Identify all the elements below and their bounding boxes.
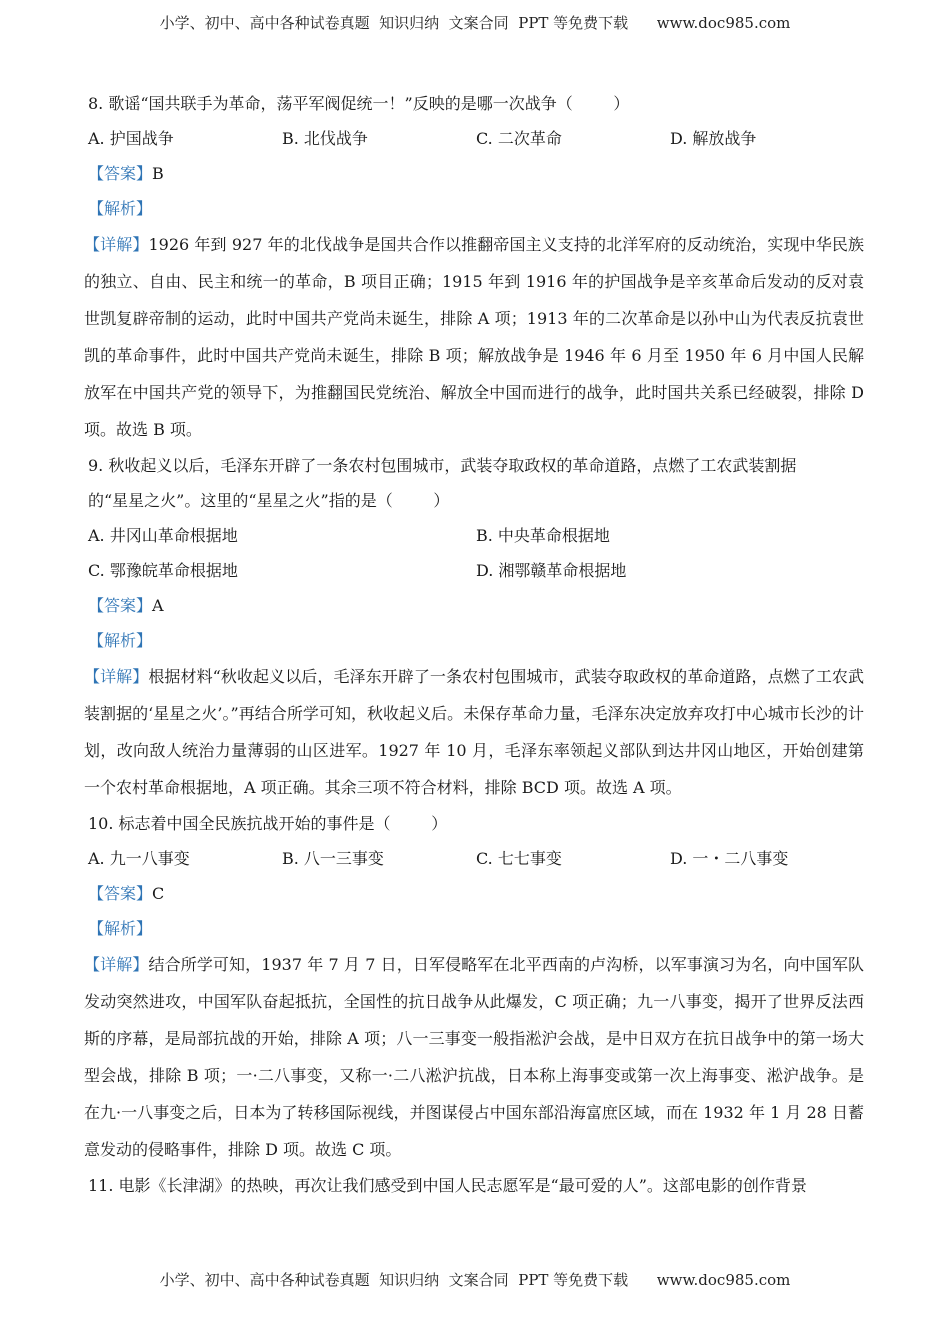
question-10-answer [88,876,864,911]
page-header: 小学、初中、高中各种试卷真题 知识归纳 文案合同 PPT 等免费下载 www.doc985.com [159,14,791,32]
question-10-option-c: C. 七七事变 [476,849,562,868]
question-11-stem: 11. 电影《长津湖》的热映，再次让我们感受到中国人民志愿军是“最可爱的人”。这部电影的创作背景 [88,1176,807,1195]
question-9-option-c: C. 鄂豫皖革命根据地 [88,561,238,580]
question-8-option-b: B. 北伐战争 [282,129,368,148]
question-10-option-a: A. 九一八事变 [88,849,190,868]
answer-label: 【答案】 [88,884,153,903]
page-footer: 小学、初中、高中各种试卷真题 知识归纳 文案合同 PPT 等免费下载 www.doc985.com [159,1271,791,1289]
question-10-option-b: B. 八一三事变 [282,849,384,868]
question-8-answer [88,156,864,191]
question-9-stem-line1: 9. 秋收起义以后，毛泽东开辟了一条农村包围城市，武装夺取政权的革命道路，点燃了工农武装割据 [88,456,797,475]
question-9-options-row2 [88,553,864,588]
question-9-option-a: A. 井冈山革命根据地 [88,526,238,545]
question-10-analysis [88,911,864,946]
question-9-detail-text: 根据材料“秋收起义以后，毛泽东开辟了一条农村包围城市，武装夺取政权的革命道路，点燃了工农武装割据的‘星星之火’。”再结合所学可知，秋收起义后。未保存革命力量，毛泽东决定放弃攻打中心城市长沙的计划，改向敌人统治力量薄弱的山区进军。1927 年 10 月，毛泽东率领起义部队到达井冈山地区，开始创建第一个农村革命根据地，A 项正确。其余三项不符合材料，排除 BCD 项。故选 A 项。 [84,667,864,797]
question-8-option-a: A. 护国战争 [88,129,174,148]
analysis-label: 【解析】 [88,919,153,938]
analysis-label: 【解析】 [88,199,153,218]
question-9-answer-value: A [152,596,164,615]
question-10-detail-text: 结合所学可知，1937 年 7 月 7 日，日军侵略军在北平西南的卢沟桥，以军事演习为名，向中国军队发动突然进攻，中国军队奋起抵抗，全国性的抗日战争从此爆发，C 项正确；九一八事变，揭开了世界反法西斯的序幕，是局部抗战的开始，排除 A 项；八一三事变一般指淞沪会战，是中日双方在抗日战争中的第一场大型会战，排除 B 项；一·二八事变，又称一·二八淞沪抗战，日本称上海事变或第一次上海事变、淞沪战争。是在九·一八事变之后，日本为了转移国际视线，并图谋侵占中国东部沿海富庶区域，而在 1932 年 1 月 28 日蓄意发动的侵略事件，排除 D 项。故选 C 项。 [84,955,864,1159]
question-8-stem: 8. 歌谣“国共联手为革命，荡平军阀促统一！”反映的是哪一次战争（ ） [88,94,630,113]
answer-label: 【答案】 [88,164,153,183]
question-10-answer-value: C [152,884,165,903]
question-10-detail [84,946,864,1168]
detail-label: 【详解】 [84,235,149,254]
question-8-detail-text: 1926 年到 927 年的北伐战争是国共合作以推翻帝国主义支持的北洋军府的反动统治，实现中华民族的独立、自由、民主和统一的革命，B 项目正确；1915 年到 1916 年的护国战争是辛亥革命后发动的反对袁世凯复辟帝制的运动，此时中国共产党尚未诞生，排除 A 项；1913 年的二次革命是以孙中山为代表反抗袁世凯的革命事件，此时中国共产党尚未诞生，排除 B 项；解放战争是 1946 年 6 月至 1950 年 6 月中国人民解放军在中国共产党的领导下，为推翻国民党统治、解放全中国而进行的战争，此时国共关系已经破裂，排除 D 项。故选 B 项。 [84,235,864,439]
question-9-analysis [88,623,864,658]
question-10-option-d: D. 一・二八事变 [670,849,789,868]
question-10-stem: 10. 标志着中国全民族抗战开始的事件是（ ） [88,814,448,833]
answer-label: 【答案】 [88,596,153,615]
question-8-answer-value: B [152,164,164,183]
question-9-option-b: B. 中央革命根据地 [476,526,610,545]
question-9-options-row1 [88,518,864,553]
question-8-option-c: C. 二次革命 [476,129,562,148]
question-10-options [88,841,864,876]
question-9-detail [84,658,864,806]
question-8-analysis [88,191,864,226]
analysis-label: 【解析】 [88,631,153,650]
detail-label: 【详解】 [84,955,149,974]
question-content [84,86,864,1203]
question-9-stem-line2: 的“星星之火”。这里的“星星之火”指的是（ ） [88,491,450,510]
detail-label: 【详解】 [84,667,149,686]
question-8-options [88,121,864,156]
question-9-option-d: D. 湘鄂赣革命根据地 [476,561,627,580]
question-9-answer [88,588,864,623]
question-8-detail [84,226,864,448]
question-8-option-d: D. 解放战争 [670,129,757,148]
